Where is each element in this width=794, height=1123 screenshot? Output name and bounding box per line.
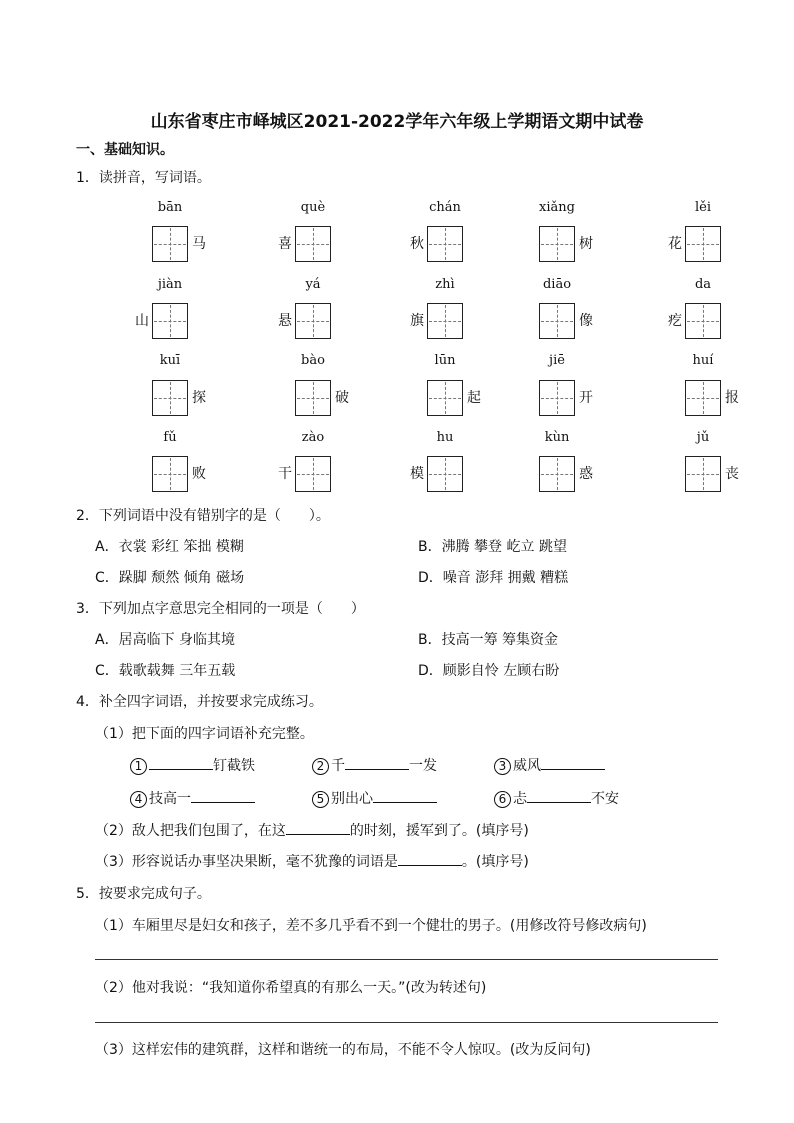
writing-box[interactable] — [152, 303, 188, 339]
writing-box[interactable] — [427, 226, 463, 262]
item-number: 5 — [312, 791, 329, 808]
pinyin-label: bān — [157, 200, 183, 215]
given-character: 丧 — [725, 466, 739, 482]
given-character: 报 — [725, 390, 739, 406]
idiom-prefix: 忐 — [513, 791, 527, 807]
pinyin-label: zào — [301, 430, 325, 445]
writing-box[interactable] — [295, 303, 331, 339]
given-character: 惑 — [579, 466, 593, 482]
idiom-suffix: 钉截铁 — [213, 758, 255, 774]
idiom-item-6 — [494, 788, 619, 808]
question-4-sub2 — [95, 820, 529, 840]
pinyin-label: jǔ — [696, 430, 710, 445]
question-2-text: 2．下列词语中没有错别字的是（ ）。 — [76, 508, 330, 524]
idiom-item-1 — [130, 755, 255, 775]
writing-box[interactable] — [539, 226, 575, 262]
pinyin-label: bào — [301, 353, 325, 368]
question-2-option-b: B．沸腾 攀登 屹立 跳望 — [418, 539, 567, 555]
given-character: 秋 — [410, 236, 424, 252]
question-5-sub2: （2）他对我说：“我知道你希望真的有那么一天。”(改为转述句) — [95, 980, 487, 996]
given-character: 喜 — [278, 236, 292, 252]
pinyin-label: xiǎng — [539, 200, 575, 215]
writing-box[interactable] — [539, 303, 575, 339]
question-3-option-b: B．技高一筹 筹集资金 — [418, 632, 559, 648]
pinyin-label: diāo — [542, 277, 572, 292]
writing-box[interactable] — [539, 380, 575, 416]
pinyin-label: da — [694, 277, 712, 292]
writing-box[interactable] — [152, 380, 188, 416]
question-5-sub3: （3）这样宏伟的建筑群，这样和谐统一的布局，不能不令人惊叹。(改为反问句) — [95, 1042, 591, 1058]
idiom-prefix: 威风 — [513, 758, 541, 774]
given-character: 花 — [668, 236, 682, 252]
exam-title: 山东省枣庄市峄城区2021-2022学年六年级上学期语文期中试卷 — [150, 112, 644, 132]
writing-box[interactable] — [685, 456, 721, 492]
section-heading: 一、基础知识。 — [76, 142, 174, 158]
question-2-option-c: C．跺脚 颓然 倾角 磁场 — [95, 570, 245, 586]
item-number: 1 — [130, 758, 147, 775]
item-number: 4 — [130, 791, 147, 808]
writing-box[interactable] — [295, 380, 331, 416]
given-character: 树 — [579, 236, 593, 252]
item-number: 2 — [312, 758, 329, 775]
question-2-option-a: A．衣裳 彩红 笨拙 模糊 — [95, 539, 244, 555]
question-5-sub1: （1）车厢里尽是妇女和孩子，差不多几乎看不到一个健壮的男子。(用修改符号修改病句) — [95, 918, 647, 934]
given-character: 败 — [192, 466, 206, 482]
sub3-text-after: 。(填序号) — [461, 854, 529, 870]
writing-box[interactable] — [685, 226, 721, 262]
fill-blank[interactable] — [541, 755, 605, 770]
pinyin-label: zhì — [435, 277, 455, 292]
idiom-suffix: 一发 — [409, 758, 437, 774]
fill-blank[interactable] — [527, 788, 591, 803]
idiom-prefix: 技高一 — [149, 791, 191, 807]
fill-blank[interactable] — [373, 788, 437, 803]
question-4-sub1: （1）把下面的四字词语补充完整。 — [95, 726, 314, 742]
writing-box[interactable] — [152, 226, 188, 262]
writing-box[interactable] — [427, 380, 463, 416]
pinyin-label: jiē — [549, 353, 565, 368]
fill-blank[interactable] — [286, 820, 350, 835]
sub2-text-after: 的时刻，援军到了。(填序号) — [349, 823, 529, 839]
question-3-text: 3．下列加点字意思完全相同的一项是（ ） — [76, 601, 365, 617]
fill-blank[interactable] — [191, 788, 255, 803]
answer-line[interactable] — [95, 1022, 718, 1023]
question-1-text: 1．读拼音，写词语。 — [76, 170, 211, 186]
given-character: 马 — [192, 236, 206, 252]
writing-box[interactable] — [685, 303, 721, 339]
fill-blank[interactable] — [398, 851, 462, 866]
pinyin-label: chán — [429, 200, 461, 215]
pinyin-label: lūn — [434, 353, 456, 368]
writing-box[interactable] — [685, 380, 721, 416]
fill-blank[interactable] — [149, 755, 213, 770]
writing-box[interactable] — [427, 303, 463, 339]
pinyin-label: jiàn — [157, 277, 183, 292]
writing-box[interactable] — [295, 456, 331, 492]
pinyin-label: kuī — [159, 353, 181, 368]
given-character: 破 — [335, 390, 349, 406]
pinyin-label: lěi — [694, 200, 711, 215]
question-3-option-d: D．顾影自怜 左顾右盼 — [418, 663, 560, 679]
given-character: 疙 — [668, 313, 682, 329]
pinyin-label: fǔ — [163, 430, 177, 445]
given-character: 悬 — [278, 313, 292, 329]
pinyin-label: què — [300, 200, 326, 215]
given-character: 探 — [192, 390, 206, 406]
pinyin-label: yá — [305, 277, 321, 292]
item-number: 6 — [494, 791, 511, 808]
given-character: 起 — [467, 390, 481, 406]
pinyin-label: huí — [692, 353, 714, 368]
question-5-text: 5．按要求完成句子。 — [76, 886, 211, 902]
answer-line[interactable] — [95, 959, 718, 960]
question-4-text: 4．补全四字词语，并按要求完成练习。 — [76, 694, 323, 710]
question-4-sub3 — [95, 851, 529, 871]
idiom-item-3 — [494, 755, 605, 775]
question-3-option-c: C．载歌载舞 三年五载 — [95, 663, 236, 679]
writing-box[interactable] — [427, 456, 463, 492]
sub2-text-before: （2）敌人把我们包围了，在这 — [95, 823, 286, 839]
writing-box[interactable] — [539, 456, 575, 492]
given-character: 模 — [410, 466, 424, 482]
question-2-option-d: D．噪音 澎拜 拥戴 糟糕 — [418, 570, 569, 586]
writing-box[interactable] — [152, 456, 188, 492]
given-character: 旗 — [410, 313, 424, 329]
idiom-suffix: 不安 — [591, 791, 619, 807]
fill-blank[interactable] — [345, 755, 409, 770]
idiom-item-4 — [130, 788, 255, 808]
pinyin-label: kùn — [544, 430, 570, 445]
question-3-option-a: A．居高临下 身临其境 — [95, 632, 236, 648]
idiom-item-2 — [312, 755, 437, 775]
pinyin-label: hu — [436, 430, 454, 445]
idiom-prefix: 别出心 — [331, 791, 373, 807]
writing-box[interactable] — [295, 226, 331, 262]
idiom-item-5 — [312, 788, 437, 808]
given-character: 干 — [278, 466, 292, 482]
item-number: 3 — [494, 758, 511, 775]
idiom-prefix: 千 — [331, 758, 345, 774]
given-character: 开 — [579, 390, 593, 406]
given-character: 山 — [135, 313, 149, 329]
sub3-text-before: （3）形容说话办事坚决果断，毫不犹豫的词语是 — [95, 854, 398, 870]
given-character: 像 — [579, 313, 593, 329]
